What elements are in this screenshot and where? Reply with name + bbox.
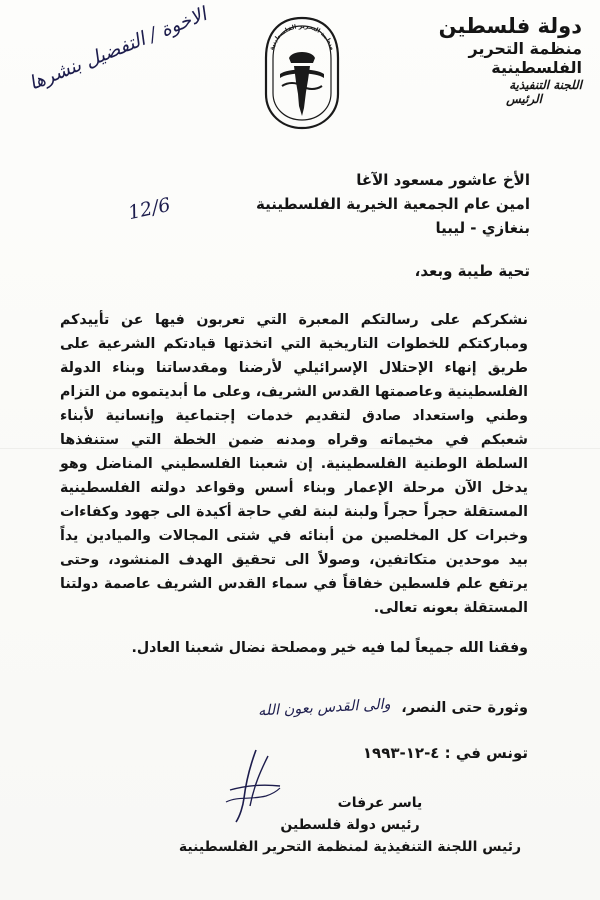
letterhead-committee: اللجنة التنفيذية — [509, 77, 582, 92]
addressee-location: بنغازي - ليبيا — [435, 219, 530, 237]
salutation-printed: وثورة حتى النصر، — [401, 700, 528, 716]
signatory-title-2: رئيس اللجنة التنفيذية لمنظمة التحرير الفلسطينية — [178, 839, 522, 855]
letterhead-state: دولة فلسطين — [438, 14, 582, 38]
letter-closing: وفقنا الله جميعاً لما فيه خير ومصلحة نضال شعبنا العادل. — [131, 640, 528, 656]
plo-emblem-icon — [258, 14, 346, 132]
salutation — [257, 696, 528, 720]
letterhead-organization: منظمة التحرير الفلسطينية — [468, 39, 582, 78]
svg-text:منظمة التحرير الفلسطينية: منظمة التحرير الفلسطينية — [268, 22, 336, 52]
signatory-title-1: رئيس دولة فلسطين — [280, 817, 420, 833]
handwritten-date: 12/6 — [126, 193, 173, 225]
salutation-handwritten: والى القدس بعون الله — [257, 696, 391, 720]
addressee-name: الأخ عاشور مسعود الآغا — [356, 171, 530, 189]
signatory-name: ياسر عرفات — [337, 795, 423, 811]
handwritten-note: الاخوة / التفضيل بنشرها — [25, 3, 210, 95]
letterhead-office: الرئيس — [506, 91, 542, 106]
addressee-block — [230, 168, 530, 240]
letterhead — [397, 14, 582, 106]
place-and-date: تونس في : ٤-١٢-١٩٩٣ — [362, 744, 528, 762]
greeting: تحية طيبة وبعد، — [414, 262, 530, 280]
letter-body: نشكركم على رسالتكم المعبرة التي تعربون فيها عن تأييدكم ومباركتكم للخطوات التاريخية التي اتخذتها قيادتكم الشرعية على طريق إنهاء الإحتلال الإسرائيلي لأرضنا ومقدساتنا وبناء الدولة الفلسطينية وعاصمتها القدس الشريف، وعلى ما أبديتموه من التزام وطني واستعداد صادق لتقديم خدمات إجتماعية وإنسانية لأبناء شعبكم في مخيماته وقراه ومدنه ضمن الخطة التي ستنفذها السلطة الوطنية الفلسطينية. إن شعبنا الفلسطيني المناضل وهو يدخل الآن مرحلة الإعمار وبناء أسس وقواعد دولته الفلسطينية المستقلة حجراً حجراً ولبنة لبنة لفي حاجة أكيدة الى جهود وكفاءات وخبرات كل المخلصين من أبنائه في شتى المجالات والميادين يداً بيد موحدين متكاتفين، وصولاً الى تحقيق الهدف المنشود، وحتى يرتفع علم فلسطين خفاقاً في سماء القدس الشريف عاصمة دولتنا المستقلة بعونه تعالى. — [60, 312, 528, 616]
signature-block — [170, 792, 530, 858]
addressee-title: امين عام الجمعية الخيرية الفلسطينية — [256, 195, 530, 213]
